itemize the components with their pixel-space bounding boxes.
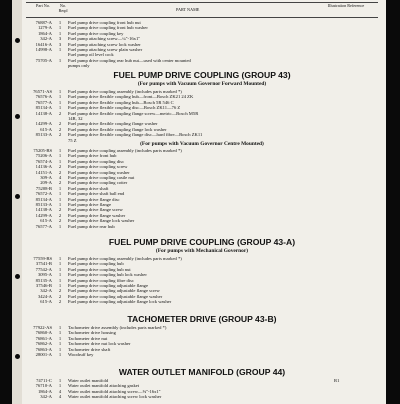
part-name: Fuel pump drive coupling assembly (includes parts marked *) xyxy=(68,148,182,153)
illustration-ref: R1 xyxy=(334,378,340,383)
quantity: 1 xyxy=(58,330,62,336)
part-number: 85133-A xyxy=(35,202,52,207)
part-number: 37546-B xyxy=(35,283,52,288)
part-name: Fuel pump drive flexible coupling hub—Bosch 5R 546 C xyxy=(68,99,174,105)
part-name: Fuel pump drive flange washer xyxy=(68,212,126,218)
quantity: 2 xyxy=(58,212,62,218)
part-name: Fuel pump drive coupling hub nut xyxy=(68,266,131,272)
part-number: 615-A xyxy=(40,126,52,132)
part-number: 309-A xyxy=(40,175,52,180)
section-subtitle-forward: (For pumps with Vacuum Governor Forward Mounted) xyxy=(137,81,267,87)
part-number: 1279-A xyxy=(37,25,52,31)
part-number: 1864-A xyxy=(37,30,52,36)
part-number: 14151-A xyxy=(35,169,52,175)
part-number: 77559-BS xyxy=(33,256,52,261)
part-name: Fuel pump drive flexible coupling flange disc—hard fibre—Bosch ZK11 xyxy=(68,132,203,138)
section-title-group-43a: FUEL PUMP DRIVE COUPLING (GROUP 43-A) xyxy=(108,237,296,247)
quantity: 1 xyxy=(58,57,62,63)
part-number: 77542-A xyxy=(35,266,52,272)
part-number: 85134-A xyxy=(35,196,52,202)
part-name: Fuel pump drive coupling adjustable flange washer xyxy=(68,293,163,299)
part-name: Fuel pump drive coupling castle nut xyxy=(68,175,135,180)
part-number: 85133-A xyxy=(35,132,52,138)
quantity: 1 xyxy=(58,153,62,159)
part-name: Fuel pump drive coupling key xyxy=(68,30,124,36)
header-part-no: Part No. xyxy=(36,3,50,8)
part-name: Fuel pump drive flange lock washer xyxy=(68,218,135,224)
part-name: Tachometer drive shaft xyxy=(68,346,111,352)
quantity: 2 xyxy=(58,180,62,186)
part-number: 76860-A xyxy=(35,330,52,336)
part-name: Fuel pump drive coupling hub xyxy=(68,261,124,267)
part-name: Fuel pump drive flange disc xyxy=(68,196,120,202)
part-number: 76862-A xyxy=(35,341,52,347)
quantity: 1 xyxy=(58,148,62,153)
quantity: 3 xyxy=(58,41,62,47)
column-header xyxy=(26,2,378,18)
part-name: pumps only xyxy=(68,63,90,69)
quantity: 1 xyxy=(58,277,62,283)
part-number: 76861-A xyxy=(35,335,52,341)
header-no-reqd: No. Reqd xyxy=(58,3,68,13)
quantity: 2 xyxy=(58,126,62,132)
quantity: 2 xyxy=(58,218,62,224)
part-name: Fuel pump oil level cock xyxy=(68,52,114,58)
part-name: Fuel pump drive coupling front hub washer xyxy=(68,25,148,31)
binding-strip xyxy=(12,0,22,404)
part-name: Tachometer drive housing xyxy=(68,330,116,336)
quantity: 4 xyxy=(58,388,62,394)
quantity: 4 xyxy=(58,175,62,180)
part-name: Fuel pump drive coupling adjustable flange screw xyxy=(68,288,160,294)
part-name: Tachometer drive assembly (includes parts marked *) xyxy=(68,325,167,330)
part-number: 76577-A xyxy=(35,99,52,105)
quantity: 2 xyxy=(58,121,62,127)
part-name: 75 Z xyxy=(68,137,77,143)
part-name: Fuel pump drive coupling washer xyxy=(68,169,130,175)
part-name: Fuel pump drive flexible coupling flange screw—metric—Bosch M5R xyxy=(68,110,199,116)
part-number: 14299-A xyxy=(35,121,52,127)
part-number: 14138-A xyxy=(35,207,52,213)
quantity: 1 xyxy=(58,325,62,330)
part-number: 76863-A xyxy=(35,346,52,352)
part-name: Tachometer drive nut xyxy=(68,335,108,341)
section-title-group-43: FUEL PUMP DRIVE COUPLING (GROUP 43) xyxy=(113,70,291,80)
part-number: 76577-A xyxy=(35,223,52,229)
binding-hole xyxy=(15,194,20,199)
part-name: Fuel pump drive coupling fibre disc xyxy=(68,277,134,283)
part-number: 76887-A xyxy=(35,20,52,25)
part-name: Fuel pump drive shaft xyxy=(68,185,109,191)
part-name: Fuel pump drive front hub xyxy=(68,153,117,159)
binding-hole xyxy=(15,274,20,279)
part-number: 76710-A xyxy=(35,383,52,389)
part-name: Fuel pump drive coupling screw xyxy=(68,164,128,170)
part-name: Fuel pump drive flexible coupling flange lock washer xyxy=(68,126,167,132)
part-number: 75206-A xyxy=(35,153,52,159)
quantity: 1 xyxy=(58,283,62,288)
section-title-group-43b: TACHOMETER DRIVE (GROUP 43-B) xyxy=(127,314,277,324)
part-name: Water outlet manifold attaching screw lock washer xyxy=(68,394,162,400)
part-number: 75705-A xyxy=(35,57,52,63)
part-name: Water outlet manifold attaching gasket xyxy=(68,383,140,389)
part-name: Fuel pump drive coupling cotter xyxy=(68,180,128,186)
part-number: 76574-A xyxy=(35,158,52,164)
section-subtitle-centre: (For pumps with Vacuum Governor Centre Mounted) xyxy=(140,141,264,147)
part-number: 14998-A xyxy=(35,47,52,52)
quantity: 4 xyxy=(58,394,62,400)
part-number: 76572-A xyxy=(35,191,52,197)
binding-hole xyxy=(15,114,20,119)
quantity: 1 xyxy=(58,191,62,197)
catalog-page xyxy=(12,0,386,404)
quantity: 2 xyxy=(58,293,62,299)
quantity: 1 xyxy=(58,335,62,341)
part-name: Fuel pump drive flange screw xyxy=(68,207,123,213)
quantity: 1 xyxy=(58,223,62,229)
quantity: 1 xyxy=(58,352,62,357)
part-number: 14138-A xyxy=(35,110,52,116)
part-number: 16416-A xyxy=(35,41,52,47)
part-number: 77922-AS xyxy=(33,325,52,330)
part-name: Water outlet manifold attaching screw—⅜"-16x1" xyxy=(68,388,161,394)
quantity: 1 xyxy=(58,25,62,31)
part-name: Woodruff key xyxy=(68,352,94,357)
part-name: Fuel pump drive flexible coupling flange washer xyxy=(68,121,158,127)
part-name: Fuel pump attaching screw—¼"-16x1" xyxy=(68,36,141,42)
quantity: 2 xyxy=(58,132,62,138)
quantity: 2 xyxy=(58,110,62,116)
quantity: 1 xyxy=(58,272,62,278)
part-number: 615-A xyxy=(40,299,52,305)
section-subtitle-mechanical: (For pumps with Mechanical Governor) xyxy=(155,248,249,254)
binding-hole xyxy=(15,38,20,43)
part-number: 75208-B xyxy=(35,185,52,191)
quantity: 1 xyxy=(58,256,62,261)
part-name: Fuel pump drive rear hub xyxy=(68,223,115,229)
part-number: 1864-A xyxy=(37,388,52,394)
part-number: 76571-AS xyxy=(33,89,52,94)
part-name: Fuel pump drive coupling assembly (includes parts marked *) xyxy=(68,256,182,261)
part-name: Fuel pump drive coupling rear hub nut—used with center mounted xyxy=(68,57,191,63)
quantity: 1 xyxy=(58,105,62,111)
part-number: 209-A xyxy=(40,180,52,186)
part-name: Fuel pump attaching screw plain washer xyxy=(68,47,143,52)
section-title-group-44: WATER OUTLET MANIFOLD (GROUP 44) xyxy=(118,367,286,377)
part-number: 75205-BS xyxy=(33,148,52,153)
part-name: Fuel pump drive flexible coupling hub—front—Bosch ZK21 24 ZK xyxy=(68,94,194,100)
quantity: 1 xyxy=(58,383,62,389)
quantity: 2 xyxy=(58,299,62,305)
part-name: Fuel pump drive coupling assembly (includes parts marked *) xyxy=(68,89,182,94)
quantity: 2 xyxy=(58,288,62,294)
part-number: 37541-B xyxy=(35,261,52,267)
quantity: 3 xyxy=(58,36,62,42)
part-name: Fuel pump drive coupling front hub nut xyxy=(68,20,141,25)
part-name: Fuel pump drive coupling hub lock washer xyxy=(68,272,147,278)
header-illustration-reference: Illustration Reference xyxy=(327,3,365,8)
part-name: Water outlet manifold xyxy=(68,378,109,383)
binding-hole xyxy=(15,354,20,359)
part-number: 342-A xyxy=(40,394,52,400)
quantity: 1 xyxy=(58,99,62,105)
part-name: Fuel pump drive flange xyxy=(68,202,111,207)
part-number: 3095-A xyxy=(37,272,52,278)
part-number: 85135-A xyxy=(35,277,52,283)
part-name: Fuel pump drive coupling adjustable flange lock washer xyxy=(68,299,172,305)
quantity: 1 xyxy=(58,378,62,383)
quantity: 1 xyxy=(58,89,62,94)
quantity: 1 xyxy=(58,266,62,272)
part-name: Fuel pump drive coupling adjustable flange xyxy=(68,283,148,288)
part-number: 615-A xyxy=(40,218,52,224)
quantity: 2 xyxy=(58,169,62,175)
part-number: 342-A xyxy=(40,288,52,294)
header-part-name: PART NAME xyxy=(176,7,200,12)
part-number: 76576-A xyxy=(35,94,52,100)
part-name: Fuel pump attaching screw lock washer xyxy=(68,41,141,47)
quantity: 1 xyxy=(58,196,62,202)
quantity: 1 xyxy=(58,185,62,191)
quantity: 1 xyxy=(58,158,62,164)
part-number: 14136-A xyxy=(35,164,52,170)
quantity: 1 xyxy=(58,341,62,347)
part-name: Fuel pump drive coupling disc xyxy=(68,158,125,164)
part-number: 342-A xyxy=(40,36,52,42)
part-name: Fuel pump drive flexible coupling disc—Bosch ZK11—76 Z xyxy=(68,105,181,111)
part-name: Tachometer drive nut lock washer xyxy=(68,341,131,347)
part-number: 28001-A xyxy=(35,352,52,357)
quantity: 1 xyxy=(58,346,62,352)
quantity: 1 xyxy=(58,30,62,36)
quantity: 1 xyxy=(58,47,62,52)
part-number: 3424-A xyxy=(37,293,52,299)
quantity: 2 xyxy=(58,164,62,170)
part-name: Fuel pump drive shaft ball end xyxy=(68,191,125,197)
quantity: 2 xyxy=(58,207,62,213)
part-number: 74711-C xyxy=(36,378,52,383)
part-number: 85134-A xyxy=(35,105,52,111)
quantity: 1 xyxy=(58,20,62,25)
part-name: 14R, 32 xyxy=(68,116,83,121)
quantity: 1 xyxy=(58,202,62,207)
quantity: 1 xyxy=(58,261,62,267)
quantity: 1 xyxy=(58,94,62,100)
part-number: 14299-A xyxy=(35,212,52,218)
